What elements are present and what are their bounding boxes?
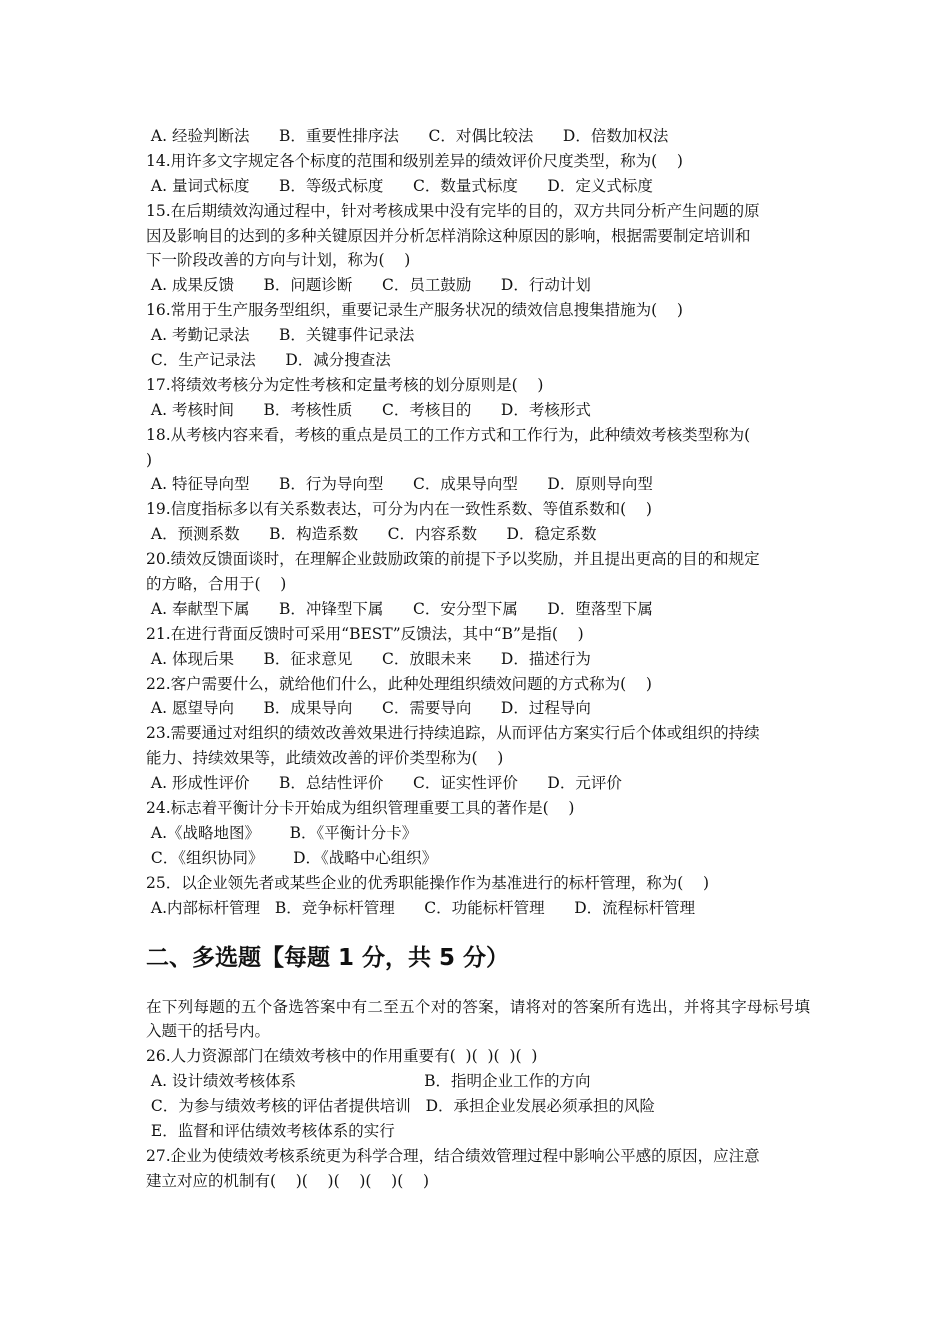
question-17: 17.将绩效考核分为定性考核和定量考核的划分原则是( ) [146,375,544,394]
question-15-cont: 下一阶段改善的方向与计划，称为( ) [146,251,411,270]
question-22: 22.客户需要什么，就给他们什么，此种处理组织绩效问题的方式称为( ) [146,674,652,693]
question-23: 23.需要通过对组织的绩效改善效果进行持续追踪，从而评估方案实行后个体或组织的持续 [146,724,760,743]
question-18-cont: ) [146,450,153,469]
options-22: A. 愿望导向 B．成果导向 C．需要导向 D．过程导向 [146,699,591,718]
options-26: E．监督和评估绩效考核体系的实行 [146,1121,395,1140]
section-heading: 二、多选题【每题 1 分，共 5 分） [146,944,510,971]
section-instructions: 在下列每题的五个备选答案中有二至五个对的答案，请将对的答案所有选出，并将其字母标号填入题干的括号内。 [146,997,810,1041]
question-15-cont: 因及影响目的达到的多种关键原因并分析怎样消除这种原因的影响，根据需要制定培训和 [146,226,751,245]
options-16: A. 考勤记录法 B．关键事件记录法 [146,326,415,345]
options-14: A. 量词式标度 B．等级式标度 C．数量式标度 D．定义式标度 [146,176,653,195]
question-27: 27.企业为使绩效考核系统更为科学合理，结合绩效管理过程中影响公平感的原因，应注意 [146,1146,760,1165]
options-26: A. 设计绩效考核体系 B．指明企业工作的方向 [146,1072,591,1091]
document-body [146,124,810,1194]
question-25: 25．以企业领先者或某些企业的优秀职能操作作为基准进行的标杆管理，称为( ) [146,873,710,892]
question-21: 21.在进行背面反馈时可采用“BEST”反馈法，其中“B”是指( ) [146,624,584,643]
options-17: A. 考核时间 B．考核性质 C．考核目的 D．考核形式 [146,400,591,419]
question-14: 14.用许多文字规定各个标度的范围和级别差异的绩效评价尺度类型，称为( ) [146,151,683,170]
question-26: 26.人力资源部门在绩效考核中的作用重要有( )( )( )( ) [146,1047,538,1066]
options-23: A. 形成性评价 B．总结性评价 C．证实性评价 D．元评价 [146,774,622,793]
options-19: A．预测系数 B．构造系数 C．内容系数 D．稳定系数 [146,525,597,544]
question-18: 18.从考核内容来看，考核的重点是员工的工作方式和工作行为，此种绩效考核类型称为( [146,425,751,444]
question-16: 16.常用于生产服务型组织，重要记录生产服务状况的绩效信息搜集措施为( ) [146,301,683,320]
options-21: A. 体现后果 B．征求意见 C．放眼未来 D．描述行为 [146,649,591,668]
options-24: C．《组织协同》 D．《战略中心组织》 [146,848,438,867]
question-23-cont: 能力、持续效果等，此绩效改善的评价类型称为( ) [146,749,504,768]
question-24: 24.标志着平衡计分卡开始成为组织管理重要工具的著作是( ) [146,799,575,818]
question-20-cont: 的方略，合用于( ) [146,575,287,594]
options-24: A.《战略地图》 B．《平衡计分卡》 [146,823,418,842]
options-26: C．为参与绩效考核的评估者提供培训 D．承担企业发展必须承担的风险 [146,1097,655,1116]
question-15: 15.在后期绩效沟通过程中，针对考核成果中没有完毕的目的，双方共同分析产生问题的原 [146,201,760,220]
question-20: 20.绩效反馈面谈时，在理解企业鼓励政策的前提下予以奖励，并且提出更高的目的和规定 [146,550,760,569]
options-15: A. 成果反馈 B．问题诊断 C．员工鼓励 D．行动计划 [146,276,591,295]
question-27-cont: 建立对应的机制有( )( )( )( )( ) [146,1171,430,1190]
options-25: A.内部标杆管理 B．竞争标杆管理 C．功能标杆管理 D．流程标杆管理 [146,898,696,917]
single-choice-questions [146,124,810,921]
options-16: C．生产记录法 D．减分搜查法 [146,351,391,370]
options-18: A. 特征导向型 B．行为导向型 C．成果导向型 D．原则导向型 [146,475,653,494]
question-19: 19.信度指标多以有关系数表达，可分为内在一致性系数、等值系数和( ) [146,500,652,519]
options-20: A. 奉献型下属 B．冲锋型下属 C．安分型下属 D．堕落型下属 [146,599,653,618]
text-line: A. 经验判断法 B．重要性排序法 C．对偶比较法 D．倍数加权法 [146,127,669,145]
multiple-choice-questions [146,1044,810,1193]
